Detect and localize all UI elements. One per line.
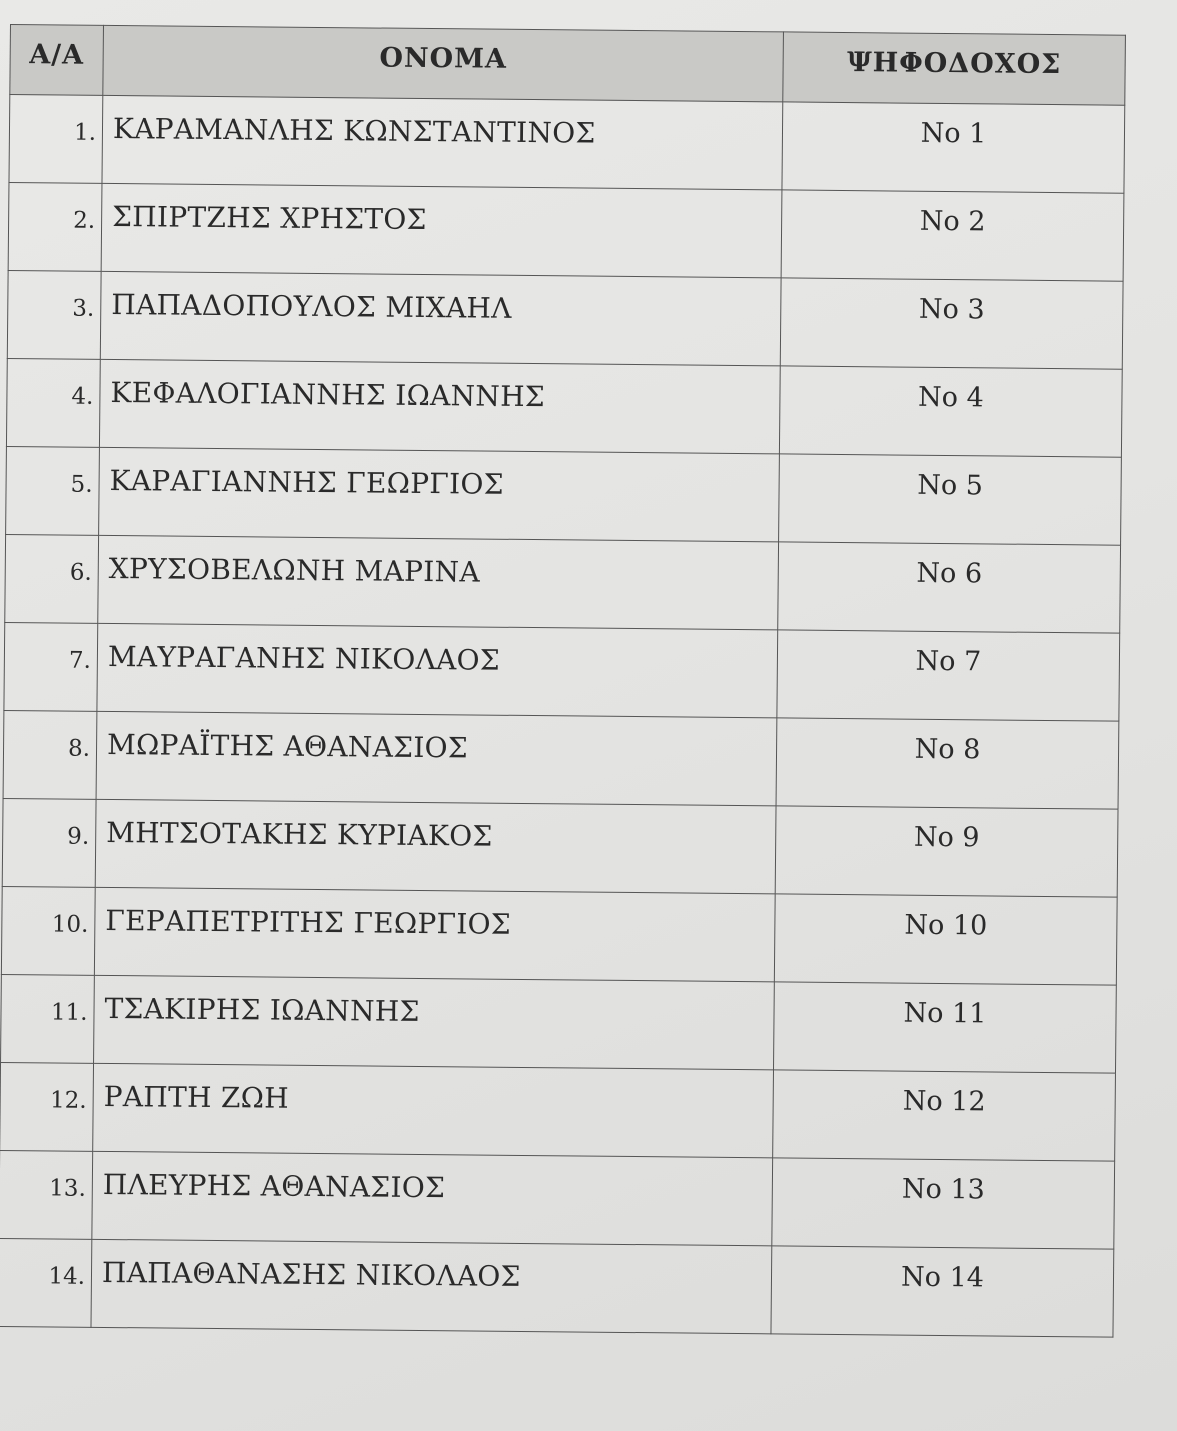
ballot-box-number: Νο 14: [771, 1246, 1114, 1337]
table-body: [0, 95, 1125, 1338]
ballot-box-number: Νο 11: [773, 982, 1116, 1073]
ballot-box-number: Νο 3: [780, 278, 1123, 369]
ballot-box-number: Νο 9: [775, 806, 1118, 897]
voter-name: ΠΑΠΑΔΟΠΟΥΛΟΣ ΜΙΧΑΗΛ: [100, 271, 781, 366]
table-row: [7, 270, 1123, 369]
voter-name: ΚΕΦΑΛΟΓΙΑΝΝΗΣ ΙΩΑΝΝΗΣ: [99, 359, 780, 454]
ballot-box-number: Νο 4: [779, 366, 1122, 457]
ballot-box-number: Νο 7: [777, 630, 1120, 721]
voter-name: ΜΑΥΡΑΓΑΝΗΣ ΝΙΚΟΛΑΟΣ: [97, 623, 778, 718]
table-row: [4, 622, 1120, 721]
voter-name: ΡΑΠΤΗ ΖΩΗ: [93, 1063, 774, 1158]
ballot-box-number: Νο 12: [773, 1070, 1116, 1161]
table-row: [6, 446, 1122, 545]
row-number: 1.: [9, 95, 103, 184]
voter-name: ΚΑΡΑΜΑΝΛΗΣ ΚΩΝΣΤΑΝΤΙΝΟΣ: [102, 95, 783, 190]
table-row: [5, 534, 1121, 633]
ballot-box-number: Νο 6: [778, 542, 1121, 633]
ballot-box-number: Νο 2: [781, 190, 1124, 281]
table-row: [1, 974, 1117, 1073]
row-number: 4.: [6, 358, 100, 447]
voter-name: ΠΑΠΑΘΑΝΑΣΗΣ ΝΙΚΟΛΑΟΣ: [91, 1239, 772, 1334]
voter-name: ΤΣΑΚΙΡΗΣ ΙΩΑΝΝΗΣ: [94, 975, 775, 1070]
row-number: 9.: [2, 798, 96, 887]
column-header-name: ΟΝΟΜΑ: [103, 25, 784, 102]
voter-name: ΓΕΡΑΠΕΤΡΙΤΗΣ ΓΕΩΡΓΙΟΣ: [94, 887, 775, 982]
voter-name: ΧΡΥΣΟΒΕΛΩΝΗ ΜΑΡΙΝΑ: [98, 535, 779, 630]
header-row: [10, 25, 1126, 106]
ballot-box-table: [0, 24, 1126, 1338]
ballot-box-number: Νο 5: [779, 454, 1122, 545]
table-row: [8, 182, 1124, 281]
row-number: 13.: [0, 1150, 93, 1239]
ballot-box-number: Νο 10: [774, 894, 1117, 985]
ballot-box-number: Νο 13: [772, 1158, 1115, 1249]
table-row: [0, 1238, 1114, 1337]
voter-name: ΜΩΡΑΪΤΗΣ ΑΘΑΝΑΣΙΟΣ: [96, 711, 777, 806]
row-number: 10.: [1, 886, 95, 975]
ballot-box-number: Νο 8: [776, 718, 1119, 809]
voter-name: ΚΑΡΑΓΙΑΝΝΗΣ ΓΕΩΡΓΙΟΣ: [99, 447, 780, 542]
table-row: [9, 95, 1125, 194]
row-number: 7.: [4, 622, 98, 711]
table-row: [2, 798, 1118, 897]
column-header-aa: Α/Α: [10, 25, 104, 96]
voter-name: ΣΠΙΡΤΖΗΣ ΧΡΗΣΤΟΣ: [101, 183, 782, 278]
row-number: 3.: [7, 270, 101, 359]
column-header-ballot-box: ΨΗΦΟΔΟΧΟΣ: [783, 32, 1126, 105]
voter-name: ΠΛΕΥΡΗΣ ΑΘΑΝΑΣΙΟΣ: [92, 1151, 773, 1246]
row-number: 12.: [0, 1062, 94, 1151]
row-number: 8.: [3, 710, 97, 799]
table-row: [6, 358, 1122, 457]
table-row: [0, 1062, 1115, 1161]
row-number: 14.: [0, 1238, 92, 1327]
table-row: [3, 710, 1119, 809]
table-header: [10, 25, 1126, 106]
row-number: 5.: [6, 446, 100, 535]
row-number: 2.: [8, 182, 102, 271]
document-page: [0, 24, 1135, 1375]
row-number: 11.: [1, 974, 95, 1063]
voter-name: ΜΗΤΣΟΤΑΚΗΣ ΚΥΡΙΑΚΟΣ: [95, 799, 776, 894]
row-number: 6.: [5, 534, 99, 623]
ballot-box-number: Νο 1: [782, 102, 1125, 193]
table-row: [1, 886, 1117, 985]
table-row: [0, 1150, 1115, 1249]
